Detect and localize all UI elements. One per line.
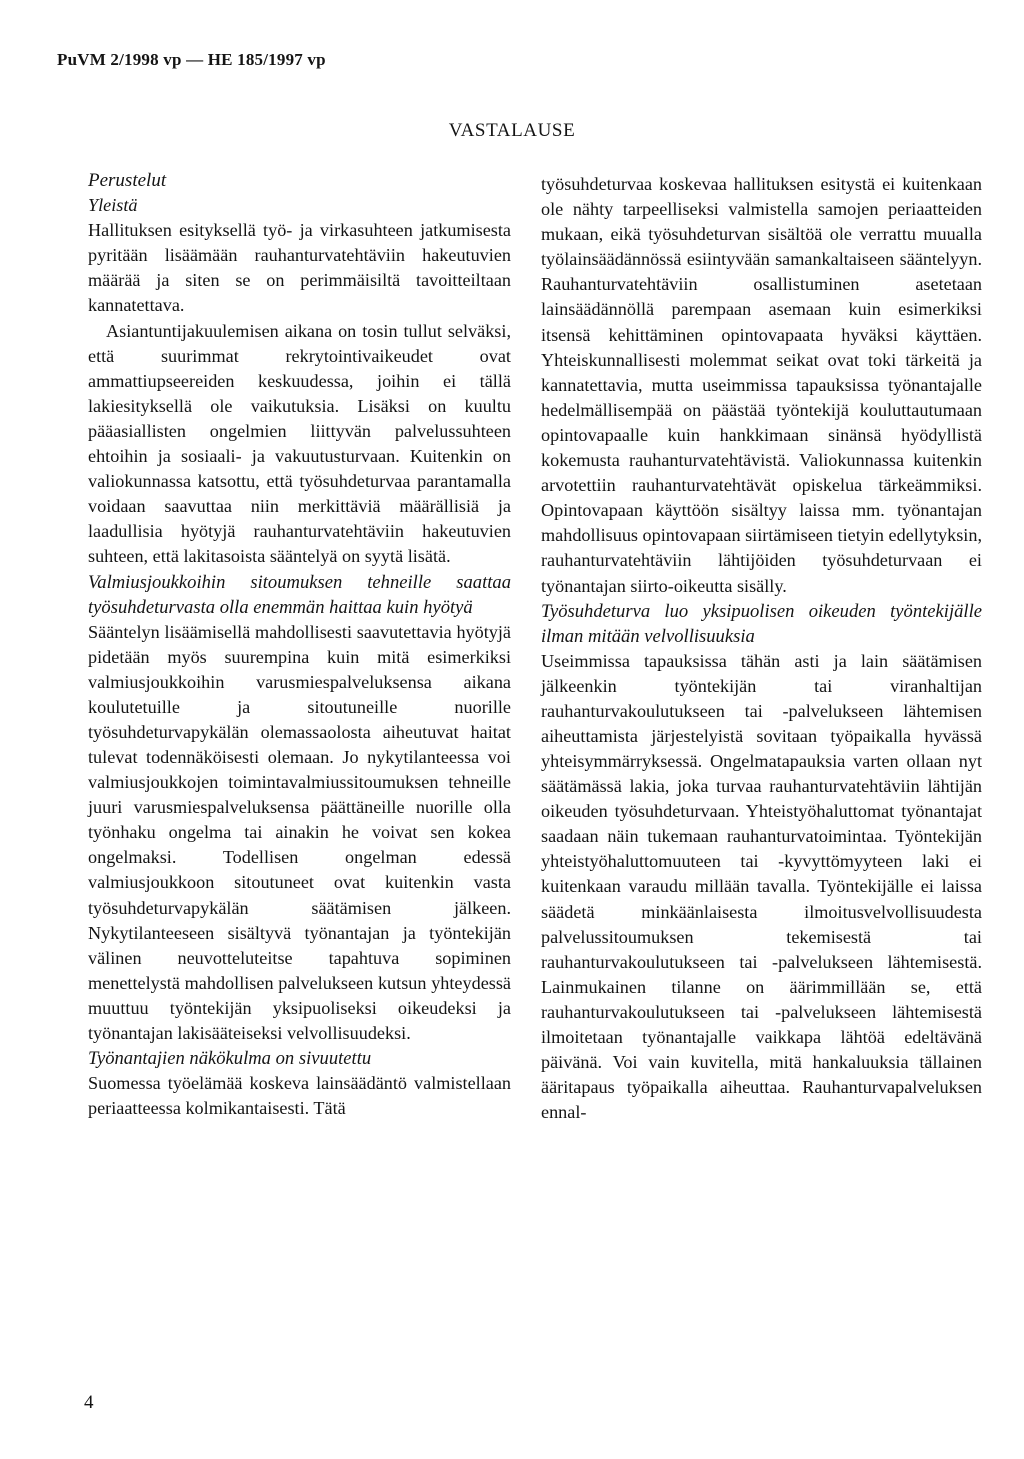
paragraph-1: Hallituksen esityksellä työ- ja virkasuhteen jatkumisesta pyritään lisäämään rauhanturvatehtäviin hakeutuvien määrää ja siten se on perimmäisiltä tavoitteiltaan kannatettava. — [88, 220, 511, 316]
paragraph-right-2: Useimmissa tapauksissa tähän asti ja lain säätämisen jälkeenkin työntekijän tai viranhaltijan rauhanturvakoulutukseen tai -palvelukseen lähtemisen aiheuttamista järjestelyistä sovitaan työpaikalla hyvässä yhteisymmärryksessä. Ongelmatapauksia varten ollaan nyt säätämässä lakia, joka turvaa rauhanturvatehtäviin lähtijän oikeuden työsuhdeturvaan. Yhteistyöhaluttomat työnantajat saadaan näin tukemaan rauhanturvatoimintaa. Työntekijän yhteistyöhaluttomuuteen tai -kyvyttömyyteen laki ei kuitenkaan varaudu millään tavalla. Työntekijälle ei laissa säädetä minkäänlaisesta ilmoitusvelvollisuudesta palvelussitoumuksen tekemisestä tai rauhanturvakoulutukseen tai -palvelukseen lähtemisestä. Lainmukainen tilanne on äärimmillään se, että rauhanturvakoulutukseen tai -palvelukseen lähtemisestä ilmoitetaan työnantajalle vaikkapa lähtöä edeltävänä päivänä. Voi vain kuvitella, mitä hankaluuksia tällainen ääritapaus työpaikalla aiheuttaa. Rauhanturvapalveluksen ennal- — [541, 650, 982, 1123]
paragraph-right-1: työsuhdeturvaa koskevaa hallituksen esitystä ei kuitenkaan ole nähty tarpeelliseksi valmistella samojen periaatteiden mukaan, eikä työsuhdeturvan sisältöä ole verrattu muualla työlainsäädännössä esiintyvään samankaltaiseen sääntelyyn. Rauhanturvatehtäviin osallistuminen asetetaan lainsäädännöllä parempaan asemaan kuin esimerkiksi itsensä kehittäminen opintovapaata hyväksi käyttäen. Yhteiskunnallisesti molemmat seikat ovat toki tärkeitä ja kannatettavia, mutta useimmissa tapauksissa työnantajalle hedelmällisempää on päästää työntekijä kouluttautumaan opintovapaalle kuin hankkimaan sinänsä hyödyllistä kokemusta rauhanturvatehtävistä. Valiokunnassa kuitenkin arvotettiin rauhanturvatehtävät opiskelua tärkeämmiksi. Opintovapaan käyttöön sisältyy laissa mm. työnantajan mahdollisuus opintovapaan siirtämiseen tietyin edellytyksin, rauhanturvatehtäviin lähtijöiden työsuhdeturvaan ei työnantajan siirto-oikeutta sisälly. — [541, 174, 982, 596]
document-title: VASTALAUSE — [448, 120, 576, 141]
heading-yleista: Yleistä — [88, 195, 138, 216]
paragraph-3: Sääntelyn lisäämisellä mahdollisesti saavutettavia hyötyjä pidetään myös suurempina kuin mitä esimerkiksi valmiusjoukkoihin varusmiespalveluksensa aikana koulutetuille ja sitoutuneille nuorille työsuhdeturvapykälän olemassaolosta aiheutuvat haitat tulevat todennäköisesti olemaan. Jo nykytilanteessa voi valmiusjoukkojen toimintavalmiussitoumuksen tehneille juuri varusmiespalveluksensa päättäneille nuorille olla työnhaku ongelma tai ainakin he voivat sen kokea ongelmaksi. Todellisen ongelman edessä valmiusjoukkoon sitoutuneet ovat kuitenkin vasta työsuhdeturvapykälän säätämisen jälkeen. Nykytilanteeseen sisältyvä työnantajan ja työntekijän välinen neuvotteluteitse tapahtuva sopiminen menettelystä mahdollisen palvelukseen kutsun yhteydessä muuttuu työntekijän yksipuoliseksi oikeudeksi ja työnantajan lakisääteiseksi velvollisuudeksi. — [88, 621, 511, 1043]
heading-tyonantajat: Työnantajien näkökulma on sivuutettu — [88, 1048, 372, 1070]
left-column — [88, 168, 511, 1121]
running-header: PuVM 2/1998 vp — HE 185/1997 vp — [57, 50, 326, 69]
heading-perustelut: Perustelut — [88, 170, 167, 191]
heading-valmiusjoukot: Valmiusjoukkoihin sitoumuksen tehneille saattaa työsuhdeturvasta olla enemmän haittaa kuin hyötyä — [88, 571, 511, 618]
page-number: 4 — [84, 1392, 94, 1413]
heading-tyosuhdeturva: Työsuhdeturva luo yksipuolisen oikeuden työntekijälle ilman mitään velvollisuuksia — [541, 600, 982, 647]
paragraph-2: Asiantuntijakuulemisen aikana on tosin tullut selväksi, että suurimmat rekrytointivaikeudet ovat ammattiupseereiden keskuudessa, joihin ei tällä lakiesityksellä ole vaikutuksia. Lisäksi on kuultu pääasiallisten ongelmien liittyvän palvelussuhteen ehtoihin ja sosiaali- ja vakuutusturvaan. Kuitenkin on valiokunnassa katsottu, että työsuhdeturvaa parantamalla voidaan saavuttaa niin merkittäviä määrällisiä ja laadullisia hyötyjä rauhanturvatehtäviin hakeutuvien suhteen, että lakitasoista sääntelyä on syytä lisätä. — [88, 320, 511, 567]
right-column — [541, 172, 982, 1125]
paragraph-4: Suomessa työelämää koskeva lainsäädäntö valmistellaan periaatteessa kolmikantaisesti. Tätä — [88, 1073, 511, 1119]
